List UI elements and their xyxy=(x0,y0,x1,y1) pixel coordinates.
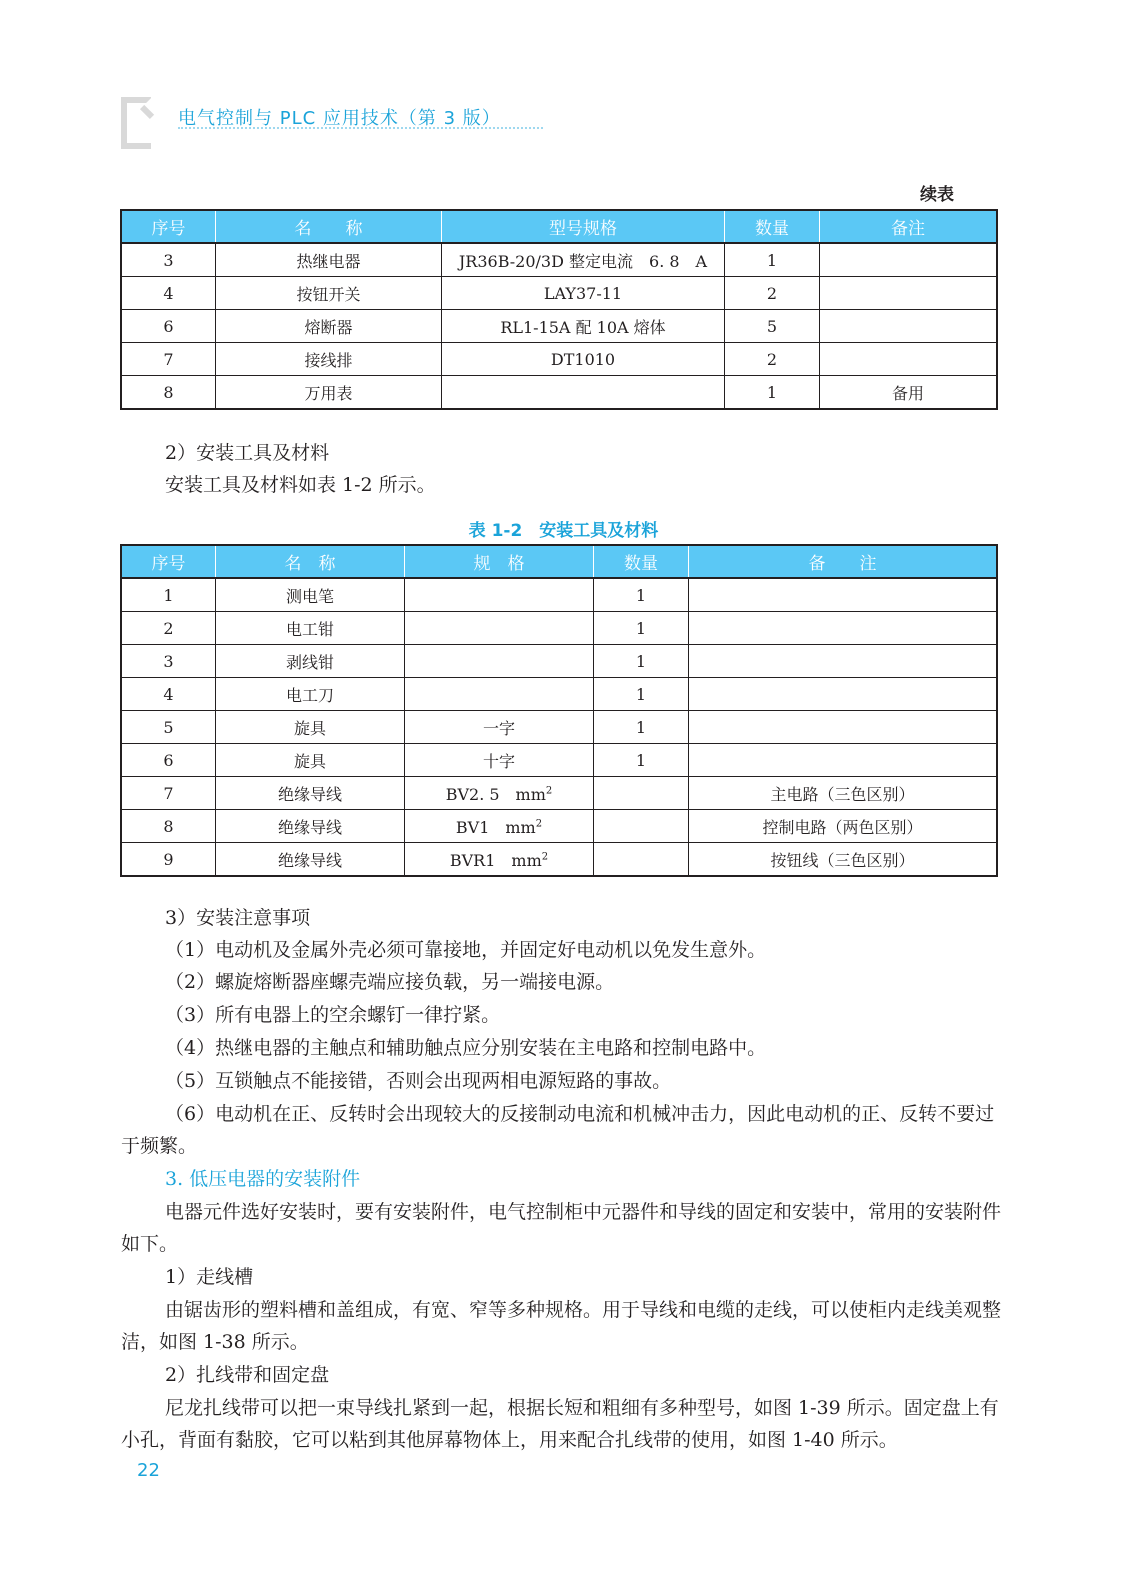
cell-note xyxy=(689,678,998,711)
table-row xyxy=(121,277,997,310)
column-header: 序号 xyxy=(121,210,216,243)
spec-text: BV2. 5 mm xyxy=(445,784,546,804)
cell-note xyxy=(689,645,998,678)
cell-spec: JR36B-20/3D 整定电流 6. 8 A xyxy=(442,243,725,277)
cell-qty: 1 xyxy=(594,645,689,678)
cell-spec xyxy=(405,810,594,843)
cell-no: 7 xyxy=(121,343,216,376)
cell-spec xyxy=(405,843,594,877)
cell-name: 接线排 xyxy=(216,343,442,376)
cell-no: 1 xyxy=(121,578,216,612)
column-header: 序号 xyxy=(121,545,216,578)
continued-table-label: 续表 xyxy=(920,185,954,205)
cell-name: 万用表 xyxy=(216,376,442,410)
column-header: 备 注 xyxy=(689,545,998,578)
paragraph: 电器元件选好安装时，要有安装附件，电气控制柜中元器件和导线的固定和安装中，常用的安装附件如下。 xyxy=(121,1201,1002,1255)
cell-note: 控制电路（两色区别） xyxy=(689,810,998,843)
cell-spec: RL1-15A 配 10A 熔体 xyxy=(442,310,725,343)
column-header: 名 称 xyxy=(216,545,405,578)
cell-note xyxy=(820,243,998,277)
column-header: 数量 xyxy=(725,210,820,243)
table-row xyxy=(121,777,997,810)
cell-note xyxy=(689,612,998,645)
table-row xyxy=(121,310,997,343)
cell-note xyxy=(820,310,998,343)
cell-no: 9 xyxy=(121,843,216,877)
cell-qty: 5 xyxy=(725,310,820,343)
table-row xyxy=(121,744,997,777)
cell-name: 热继电器 xyxy=(216,243,442,277)
cell-name: 测电笔 xyxy=(216,578,405,612)
cell-no: 4 xyxy=(121,678,216,711)
cell-name: 电工刀 xyxy=(216,678,405,711)
table-row xyxy=(121,645,997,678)
subsection-heading: 1）走线槽 xyxy=(165,1266,254,1288)
spec-text: 十字 xyxy=(482,751,515,771)
cell-no: 3 xyxy=(121,243,216,277)
cell-name: 剥线钳 xyxy=(216,645,405,678)
cell-name: 绝缘导线 xyxy=(216,777,405,810)
cell-name: 绝缘导线 xyxy=(216,843,405,877)
cell-no: 7 xyxy=(121,777,216,810)
cell-note xyxy=(820,343,998,376)
table-row xyxy=(121,678,997,711)
column-header: 规 格 xyxy=(405,545,594,578)
cell-qty xyxy=(594,777,689,810)
cell-note xyxy=(689,578,998,612)
column-header: 型号规格 xyxy=(442,210,725,243)
cell-spec xyxy=(405,744,594,777)
cell-note: 按钮线（三色区别） xyxy=(689,843,998,877)
column-header: 名 称 xyxy=(216,210,442,243)
list-item: （5）互锁触点不能接错，否则会出现两相电源短路的事故。 xyxy=(165,1070,672,1092)
cell-no: 3 xyxy=(121,645,216,678)
cell-spec xyxy=(405,645,594,678)
table-row xyxy=(121,612,997,645)
cell-no: 6 xyxy=(121,310,216,343)
cell-spec xyxy=(405,777,594,810)
cell-qty: 2 xyxy=(725,343,820,376)
section-heading: 3. 低压电器的安装附件 xyxy=(165,1168,361,1190)
cell-spec xyxy=(405,578,594,612)
column-header: 备注 xyxy=(820,210,998,243)
cell-qty: 2 xyxy=(725,277,820,310)
table-row xyxy=(121,843,997,877)
table-row xyxy=(121,343,997,376)
list-item: （6）电动机在正、反转时会出现较大的反接制动电流和机械冲击力，因此电动机的正、反转不要过于频繁。 xyxy=(121,1103,995,1157)
list-item: （4）热继电器的主触点和辅助触点应分别安装在主电路和控制电路中。 xyxy=(165,1037,767,1059)
column-header: 数量 xyxy=(594,545,689,578)
cell-qty: 1 xyxy=(594,578,689,612)
list-item: （1）电动机及金属外壳必须可靠接地，并固定好电动机以免发生意外。 xyxy=(165,939,767,961)
table-caption: 表 1-2 安装工具及材料 xyxy=(468,521,659,541)
table-row xyxy=(121,711,997,744)
cell-note xyxy=(689,711,998,744)
cell-qty xyxy=(594,843,689,877)
cell-name: 旋具 xyxy=(216,711,405,744)
cell-name: 绝缘导线 xyxy=(216,810,405,843)
cell-spec: DT1010 xyxy=(442,343,725,376)
cell-note xyxy=(689,744,998,777)
header-rule xyxy=(178,127,543,129)
cell-name: 按钮开关 xyxy=(216,277,442,310)
header-corner-mark xyxy=(121,97,151,149)
cell-qty: 1 xyxy=(594,612,689,645)
cell-name: 熔断器 xyxy=(216,310,442,343)
tools-materials-table xyxy=(120,544,998,877)
paragraph: 安装工具及材料如表 1-2 所示。 xyxy=(165,474,436,496)
cell-qty: 1 xyxy=(594,711,689,744)
cell-no: 5 xyxy=(121,711,216,744)
spec-text: BVR1 mm xyxy=(449,850,542,870)
spec-superscript: 2 xyxy=(541,851,549,863)
table-row xyxy=(121,578,997,612)
cell-spec xyxy=(405,711,594,744)
cell-note: 备用 xyxy=(820,376,998,410)
table-header-row xyxy=(121,545,997,578)
section-heading: 2）安装工具及材料 xyxy=(165,442,330,464)
cell-no: 6 xyxy=(121,744,216,777)
spec-superscript: 2 xyxy=(545,785,553,797)
cell-qty: 1 xyxy=(725,376,820,410)
cell-spec xyxy=(405,612,594,645)
cell-name: 电工钳 xyxy=(216,612,405,645)
continued-table xyxy=(120,209,998,410)
list-item: （2）螺旋熔断器座螺壳端应接负载，另一端接电源。 xyxy=(165,971,615,993)
cell-no: 8 xyxy=(121,810,216,843)
cell-qty: 1 xyxy=(594,744,689,777)
list-item: （3）所有电器上的空余螺钉一律拧紧。 xyxy=(165,1004,501,1026)
cell-note: 主电路（三色区别） xyxy=(689,777,998,810)
spec-text: BV1 mm xyxy=(455,817,536,837)
cell-qty: 1 xyxy=(594,678,689,711)
cell-spec xyxy=(442,376,725,410)
table-row xyxy=(121,243,997,277)
cell-no: 8 xyxy=(121,376,216,410)
table-header-row xyxy=(121,210,997,243)
cell-spec xyxy=(405,678,594,711)
cell-no: 4 xyxy=(121,277,216,310)
cell-qty: 1 xyxy=(725,243,820,277)
paragraph: 尼龙扎线带可以把一束导线扎紧到一起，根据长短和粗细有多种型号，如图 1-39 所示。固定盘上有小孔，背面有黏胶，它可以粘到其他屏幕物体上，用来配合扎线带的使用，如图 1-40 所示。 xyxy=(121,1397,999,1451)
section-heading: 3）安装注意事项 xyxy=(165,907,311,929)
cell-no: 2 xyxy=(121,612,216,645)
cell-name: 旋具 xyxy=(216,744,405,777)
subsection-heading: 2）扎线带和固定盘 xyxy=(165,1364,330,1386)
page-number: 22 xyxy=(137,1460,160,1481)
book-title: 电气控制与 PLC 应用技术（第 3 版） xyxy=(178,108,501,129)
cell-note xyxy=(820,277,998,310)
table-row xyxy=(121,376,997,410)
spec-superscript: 2 xyxy=(535,818,543,830)
table-row xyxy=(121,810,997,843)
paragraph: 由锯齿形的塑料槽和盖组成，有宽、窄等多种规格。用于导线和电缆的走线，可以使柜内走线美观整洁，如图 1-38 所示。 xyxy=(121,1299,1002,1353)
cell-qty xyxy=(594,810,689,843)
cell-spec: LAY37-11 xyxy=(442,277,725,310)
spec-text: 一字 xyxy=(482,718,515,738)
